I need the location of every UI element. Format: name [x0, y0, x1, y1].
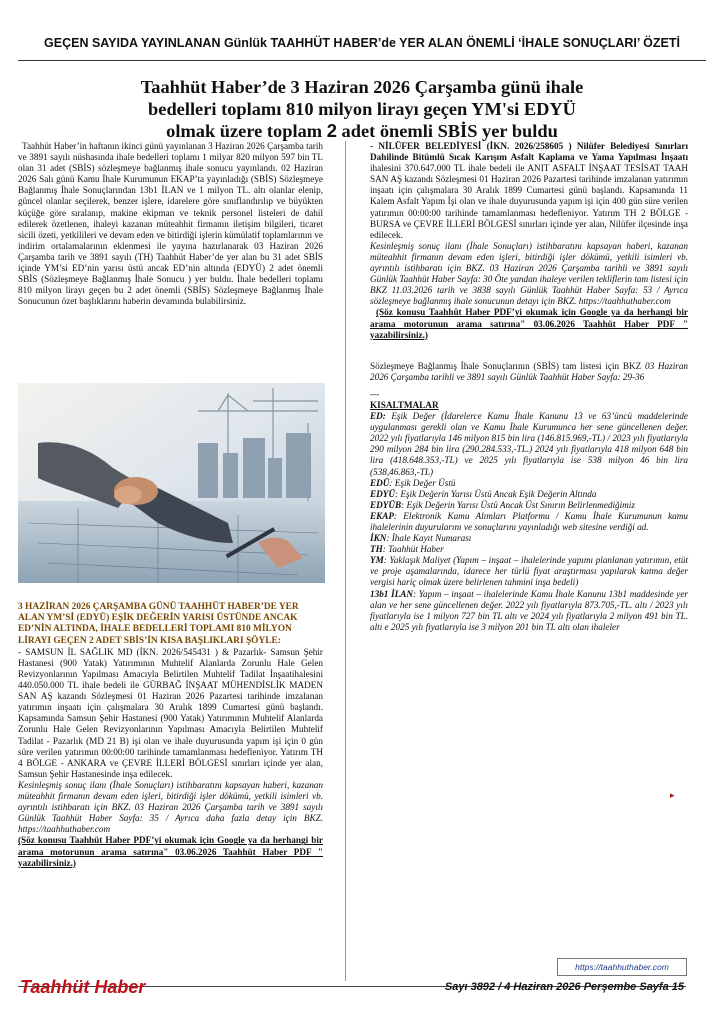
sbis-item-nilufer-title: - NİLÜFER BELEDİYESİ (İKN. 2026/258605 ) Nilüfer Belediyesi Sınırları Dahilinde Bitümlü Sıcak Karışım Asfalt Kaplama ve Yama Yapılması İnşaatı [370, 141, 688, 163]
sbis-item-nilufer-body: ihalesini 370.647.000 TL ihale bedeli ile ANIT ASFALT İNŞAAT TESİSAT TAAH SAN AŞ kazandı Sözleşmesi 01 Haziran 2026 Pazartesi tarihinde imzalanan yatırımın inşaatı için çalışmalara 30 Aralık 1899 Cumartesi günü başlandı. Kapsamında 11 Kalem Asfalt Yapım İşi olan ve ihale duyurusunda yapım işi için 400 gün süre verilen yatırımın 00:00:00 tarihinde tamamlanması hedefleniyor. Yatırım TH 2 BÖLGE - BURSA ve ÇEVRE İLLERİ BÖLGESİ sınırları içinde yer alan, Nilüfer ilçesinde inşa edilecek. [370, 163, 688, 240]
abbreviation-value: : İhale Kayıt Numarası [386, 533, 472, 544]
headline-count: 2 [326, 120, 337, 141]
abbreviation-key: EDYÜB [370, 499, 402, 510]
abbreviation-value: : Taahhüt Haber [382, 544, 444, 555]
abbreviation-key: EKAP [370, 510, 394, 521]
separator-dashes: --- [370, 388, 380, 399]
headline-line-2: bedelleri toplamı 810 milyon lirayı geçen YM'si EDYÜ [148, 99, 576, 119]
sbis-item-nilufer [370, 141, 688, 241]
headline-line-3b: adet önemli SBİS yer buldu [336, 121, 558, 141]
abbreviation-item [370, 555, 688, 588]
sbis-full-list-ref-b: 03 Haziran 2026 Çarşamba tarihli ve 3891 sayılı Günlük Taahhüt Haber Sayfa: 29-36 [370, 360, 689, 382]
abbreviation-item [370, 411, 688, 478]
left-column-lower [18, 602, 323, 869]
header-divider [18, 60, 706, 61]
sbis-full-list-ref [370, 361, 688, 383]
abbreviation-value: : Yapım – inşaat – ihalelerinde Kamu İhale Kanunu 13b1 maddesinde yer alan ve her sene güncellenen değer. 2022 yılı fiyatlarıyla 873.705,-TL. altı / 2023 yılı fiyatlarıyla ise 1 milyon 727 bin TL altı ve 2024 yılı fiyatlarıyla 2 milyon 491 bin TL. altı e 2025 yılı fiyatlarıyla ise 3 milyon 201 bin TL altı olan ihaleler [370, 588, 688, 632]
handshake-photo [18, 383, 325, 583]
abbreviations-title: KISALTMALAR [370, 399, 439, 410]
right-column [370, 141, 688, 633]
abbreviations-list [370, 411, 688, 633]
abbreviation-value: : Eşik Değer Üstü [389, 477, 456, 488]
abbreviation-item [370, 589, 688, 633]
sbis-item-samsun: - SAMSUN İL SAĞLIK MD (İKN. 2026/545431 ) & Pazarlık- Samsun Şehir Hastanesi (900 Yatak) Yatırımının Muhtelif Alanlarda Zorunlu Hale Gelen Revizyonlarının Yapılması Amacıyla Belirtilen Muhtelif Tadilat İnşaatihalesini 440.050.000 TL ihale bedeli ile GÜRBAĞ İNŞAAT MÜHENDİSLİK MADEN SAN AŞ kazandı Sözleşmesi 01 Haziran 2026 Pazartesi tarihinde imzalanan yatırımın inşaatı için çalışmalara 30 Aralık 1899 Cumartesi günü başlandı. Kapsamında Samsun Şehir Hastanesi (900 Yatak) Yatırımının Muhtelif Alanlarda Zorunlu Hale Gelen Revizyonlarının Yapılması Amacıyla Belirtilen Muhtelif Tadilat - Pazarlık (MD 21 B) işi olan ve ihale duyurusunda yapım işi için 0 gün süre verilen yatırımın 00:00:00 tarihinde tamamlanması hedefleniyor. Yatırım TH 4 BÖLGE - ANKARA ve ÇEVRE İLLERİ BÖLGESİ sınırları içinde yer alan, Samsun Şehir Hastanesinde inşa edilecek. [18, 646, 323, 779]
headline-line-1: Taahhüt Haber’de 3 Haziran 2026 Çarşamba günü ihale [140, 77, 584, 97]
abbreviation-item [370, 544, 688, 555]
abbreviation-key: ED: [370, 411, 386, 422]
headline-line-3 [40, 120, 684, 142]
abbreviation-item [370, 489, 688, 500]
sbis-item-samsun-note: Kesinleşmiş sonuç ilanı (İhale Sonuçları) istihbaratını kapsayan haberi, kazanan müteahhit firmanın devam eden işleri, bitirdiği işler dökümü, yetkili isimleri vb. ayrıntılı istihbaratı için BKZ. 03 Haziran 2026 Çarşamba tarih ve 3891 sayılı Günlük Taahhüt Haber Sayfa: 35 / Ayrıca daha fazla detay için BKZ. https://taahhuthaber.com [18, 779, 323, 835]
abbreviation-value: : Elektronik Kamu Alımları Platformu / Kamu İhale Kurumunun kamu ihalelerinin duyurularını ve sonuçlarını yayınladığı web sitesine verdiği ad. [370, 510, 688, 532]
abbreviation-key: EDYÜ [370, 488, 396, 499]
footer-issue-info: Sayı 3892 / 4 Haziran 2026 Perşembe Sayfa 15 [444, 981, 684, 993]
abbreviation-key: 13b1 İLAN [370, 588, 413, 599]
section-heading: 3 HAZİRAN 2026 ÇARŞAMBA GÜNÜ TAAHHÜT HABER’DE YER ALAN YM’Sİ (EDYÜ) EŞİK DEĞERİN YARISI ÜSTÜNDE ANCAK ED’NİN ALTINDA, İHALE BEDELLERİ TOPLAMI 810 MİLYON LİRAYI GEÇEN 2 ADET SBİS’İN KISA BAŞLIKLARI ŞÖYLE: [18, 602, 299, 646]
abbreviation-value: : Eşik Değerin Yarısı Üstü Ancak Eşik Değerin Altında [395, 488, 597, 499]
sbis-item-nilufer-note: Kesinleşmiş sonuç ilanı (İhale Sonuçları) istihbaratını kapsayan haberi, kazanan müteahhit firmanın devam eden işleri, bitirdiği işler dökümü, yetkili isimleri vb. ayrıntılı istihbaratı için BKZ. 03 Haziran 2026 Çarşamba tarihli ve 3891 sayılı Günlük Taahhüt Haber Sayfa: 30 Öte yandan ihaleye verilen tekliflerin tam listesi için BKZ 11.03.2026 tarih ve 3838 sayılı Günlük Taahhüt Haber Sayfa: 53 / Ayrıca sözleşmeye bağlanmış ihale sonucunun detayı için BKZ. https://taahhuthaber.com [370, 240, 688, 307]
sbis-item-nilufer-google-hint: (Söz konusu Taahhüt Haber PDF’yi okumak için Google ya da herhangi bir arama motorunun arama satırına" 03.06.2026 Taahhüt Haber PDF " yazabilirsiniz.) [370, 307, 688, 340]
sbis-item-samsun-google-hint: (Söz konusu Taahhüt Haber PDF’yi okumak için Google ya da herhangi bir arama motorunun arama satırına" 03.06.2026 Taahhüt Haber PDF " yazabilirsiniz.) [18, 835, 323, 868]
column-divider [345, 141, 346, 981]
abbreviation-key: YM [370, 555, 384, 566]
abbreviation-item [370, 533, 688, 544]
sbis-full-list-ref-a: Sözleşmeye Bağlanmış İhale Sonuçlarının (SBİS) tam listesi için BKZ [370, 360, 645, 371]
abbreviation-key: İKN [370, 533, 387, 544]
abbreviation-value: : Yaklaşık Maliyet (Yapım – inşaat – ihalelerinde yapımı planlanan yatırımın, etüt ve proje aşamalarında, idarece her türlü fiyat araştırması yapılarak katma değer vergisi hariç olmak üzere belirlenen tahmini inşa bedeli) [370, 555, 688, 588]
abbreviation-item [370, 500, 688, 511]
intro-paragraph: Taahhüt Haber’in haftanın ikinci günü yayınlanan 3 Haziran 2026 Çarşamba tarih ve 3891 sayılı nüshasında ihale bedelleri toplamı 1 milyar 820 milyon 597 bin TL olan 31 adet (SBİS) sözleşmeye bağlanmış ihale sonucu yayınlandı. 02 Haziran 2026 Salı günü Kamu İhale Kurumunun EKAP’ta yayınladığı (SBİS) Sözleşmeye Bağlanmış İhale Sonuçlarından 13b1 İLAN ve 1 milyon TL. altı olanlar elenip, güncel olanlar seçilerek, benzer işlere, idarelere göre sınıflandırılıp ve büyükten küçüğe göre sıralanıp, makine ekipman ve teknik personel listeleri de dahil edilerek özetlenen, ihaleyi kazanan müteahhit firmanın iletişim bilgileri, ticaret sicili özeti, yetkilileri ve devam eden ve bitirdiği işlerin kümülatif toplamlarının ve indirim ortalamalarının eklenmesi ile yayına hazırlanarak 03 Haziran 2026 Çarşamba tarih ve 3891 sayılı (TH) Taahhüt Haber’de yer alan bu 31 adet SBİS içinde YM’si ED’nin yarısı üstü ancak ED’nin altında (EDYÜ) 2 adet önemli SBİS (Sözleşmeye Bağlanmış İhale Sonucu ) yer buldu. İhale bedelleri toplamı 810 milyon lirayı geçen bu 2 adet önemli (SBİS) Sözleşmeye Bağlanmış İhale Sonucunun özet başlıklarını haberin devamında bulabilirsiniz. [18, 141, 323, 307]
abbreviation-value: Eşik Değer (İdarelerce Kamu İhale Kanunu 13 ve 63’üncü maddelerinde uygulanması gerekli olan ve Kamu İhale Kurumunca her sene güncellenen değer. 2022 yılı fiyatlarıyla 146 milyon 815 bin lira (146.815.969,-TL) / 2023 yılı fiyatlarıyla 290 milyon 284 bin lira (290.284.533,-TL.) 2024 yılı fiyatlarıyla 418 milyon 648 bin lira (418.648.353,-TL) ve 2025 yılı fiyatlarıyla ise 538 milyon 46 bin lira (538,46.863,-TL) [370, 411, 688, 477]
abbreviation-item [370, 478, 688, 489]
abbreviation-key: TH [370, 544, 383, 555]
page-header: GEÇEN SAYIDA YAYINLANAN Günlük TAAHHÜT HABER’de YER ALAN ÖNEMLİ ‘İHALE SONUÇLARI’ ÖZETİ [44, 36, 680, 50]
footer-brand-logo: Taahhüt Haber [20, 977, 146, 997]
abbreviation-key: EDÜ [370, 477, 390, 488]
footer-url[interactable]: https://taahhuthaber.com [557, 958, 687, 976]
continue-arrow-icon: ▸ [670, 790, 675, 800]
abbreviation-value: : Eşik Değerin Yarısı Üstü Ancak Üst Sınırın Belirlenmediğimiz [401, 499, 635, 510]
abbreviation-item [370, 511, 688, 533]
headline-line-3a: olmak üzere toplam [166, 121, 327, 141]
headline [40, 76, 684, 142]
left-column [18, 141, 323, 307]
